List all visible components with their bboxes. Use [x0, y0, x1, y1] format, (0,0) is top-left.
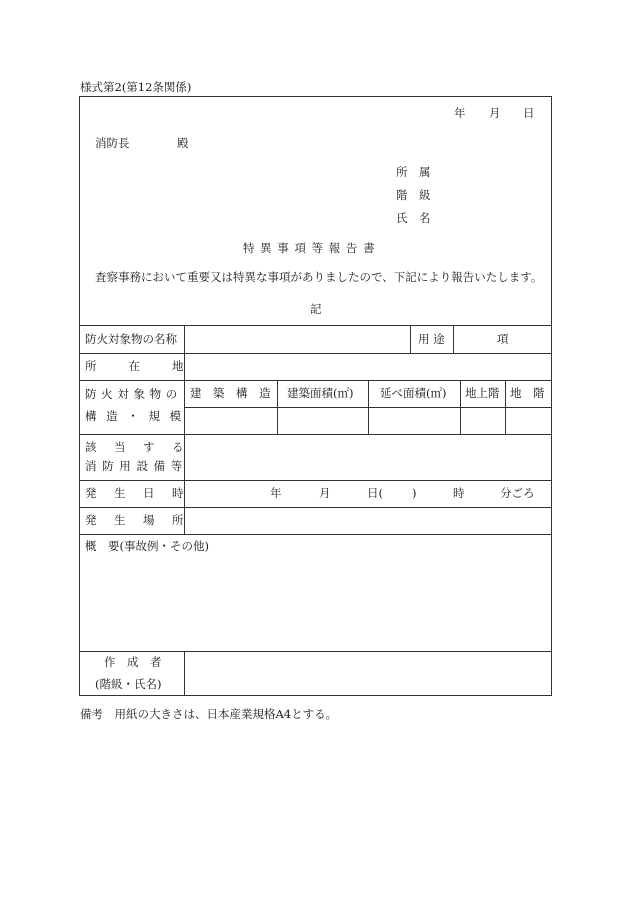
- date-day: 日: [523, 106, 535, 120]
- author-sublabel: (階級・氏名): [95, 677, 162, 691]
- object-name-label: 防火対象物の名称: [85, 332, 177, 346]
- structure-rule-3: [460, 380, 461, 434]
- usage-rule-right: [453, 325, 454, 353]
- location-label: 所 在 地: [85, 359, 187, 373]
- building-structure-header: 建 築 構 造: [190, 386, 271, 400]
- report-title: 特 異 事 項 等 報 告 書: [243, 241, 376, 255]
- structure-rule-1: [277, 380, 278, 434]
- date-year: 年: [454, 106, 466, 120]
- usage-label: 用 途: [418, 332, 445, 346]
- datetime-day-open: 日(: [367, 486, 383, 500]
- above-ground-header: 地上階: [465, 386, 500, 400]
- form-number-label: 様式第2(第12条関係): [80, 80, 192, 94]
- structure-rule-4: [505, 380, 506, 434]
- addressee-honorific: 殿: [177, 136, 189, 150]
- intro-text: 査察事務において重要又は特異な事項がありましたので、下記により報告いたします。: [95, 270, 543, 284]
- floor-area-header: 延べ面積(㎡): [380, 386, 447, 400]
- author-column-rule: [184, 651, 185, 696]
- basement-header: 地 階: [510, 386, 545, 400]
- row-rule-equipment: [79, 480, 552, 481]
- datetime-weekday-close: ): [412, 486, 417, 500]
- row-rule-summary: [79, 651, 552, 652]
- datetime-month: 月: [319, 486, 331, 500]
- reporter-name: 氏 名: [396, 211, 431, 225]
- occurrence-place-label: 発 生 場 所: [85, 513, 187, 527]
- addressee-title: 消防長: [95, 136, 130, 150]
- occurrence-datetime-label: 発 生 日 時: [85, 486, 187, 500]
- label-column-rule: [184, 325, 185, 534]
- row-rule-place: [79, 534, 552, 535]
- row-rule-location: [79, 380, 552, 381]
- datetime-minute: 分ごろ: [500, 486, 535, 500]
- structure-rule-2: [368, 380, 369, 434]
- equipment-label-line1: 該 当 す る: [85, 440, 187, 454]
- footnote: 備考 用紙の大きさは、日本産業規格A4とする。: [80, 707, 338, 721]
- datetime-year: 年: [270, 486, 282, 500]
- row-rule-structure: [79, 434, 552, 435]
- author-label: 作 成 者: [104, 655, 162, 669]
- usage-rule-left: [410, 325, 411, 353]
- reporter-rank: 階 級: [396, 188, 431, 202]
- row-rule-name: [79, 353, 552, 354]
- building-area-header: 建築面積(㎡): [287, 386, 354, 400]
- date-month: 月: [489, 106, 501, 120]
- structure-label-line1: 防 火 対 象 物 の: [85, 387, 178, 401]
- ki-heading: 記: [310, 302, 322, 316]
- table-top-rule: [79, 325, 552, 326]
- usage-suffix: 項: [497, 332, 509, 346]
- reporter-affiliation: 所 属: [396, 165, 431, 179]
- structure-label-line2: 構 造 ・ 規 模: [85, 409, 185, 423]
- row-rule-datetime: [79, 507, 552, 508]
- equipment-label-line2: 消 防 用 設 備 等: [85, 459, 184, 473]
- datetime-hour: 時: [453, 486, 465, 500]
- summary-label: 概 要(事故例・その他): [85, 539, 209, 553]
